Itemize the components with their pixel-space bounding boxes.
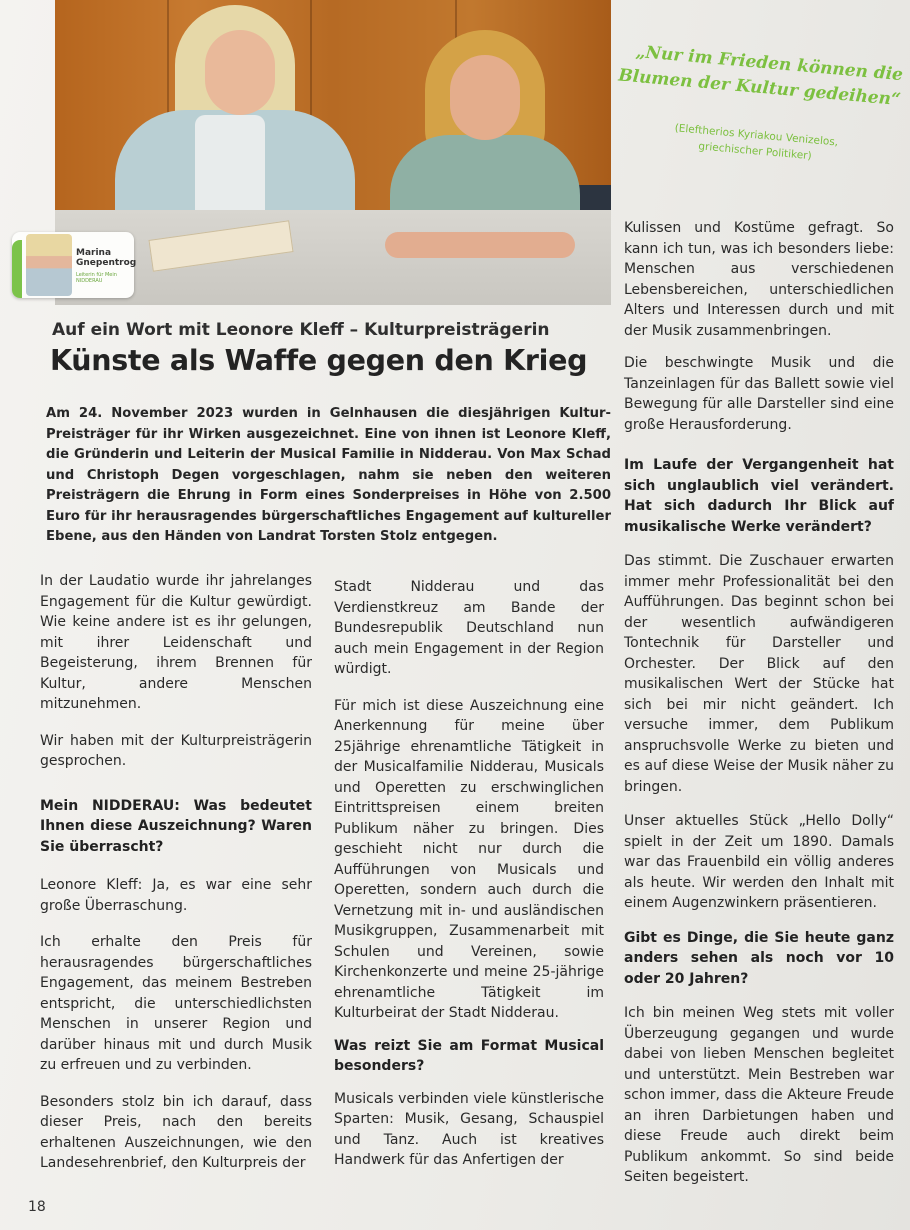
paragraph: In der Laudatio wurde ihr jahrelanges Engagement für die Kultur gewürdigt. Wie keine andere ist es ihr gelungen, mit ihrer Leidenschaft und Begeisterung, ihrem Brennen für Kultur, andere Menschen mitzunehmen. [40,573,312,712]
paragraph: Stadt Nidderau und das Verdienstkreuz am Bande der Bundesrepublik Deutschland nun auch mein Engagement in der Region würdigt. [334,579,604,677]
interview-question: Mein NIDDERAU: Was bedeutet Ihnen diese Auszeichnung? Waren Sie überrascht? [40,797,312,855]
paragraph: Ich erhalte den Preis für herausragendes bürgerschaftliches Engagement, das meinem Bestreben entspricht, die unterschiedlichsten Menschen in unserer Region und darüber hinaus mit und durch Musik zu erfreuen und zu verbinden. [40,934,312,1073]
paragraph: Leonore Kleff: Ja, es war eine sehr große Überraschung. [40,877,312,914]
text-column-1 [40,571,312,1190]
author-accent-bar [12,240,22,298]
interview-question: Im Laufe der Vergangenheit hat sich unglaublich viel verändert. Hat sich dadurch Ihr Blick auf musikalische Werke verändert? [624,457,894,535]
article-headline: Künste als Waffe gegen den Krieg [50,344,588,377]
pull-quote: „Nur im Frieden können die Blumen der Kultur gedeihen“ [617,41,904,111]
pull-quote-source: (Eleftherios Kyriakou Venizelos, griechischer Politiker) [674,122,839,163]
paragraph: Die beschwingte Musik und die Tanzeinlagen für das Ballett sowie viel Bewegung für alle Darsteller sind eine große Herausforderung. [624,355,894,433]
paragraph: Unser aktuelles Stück „Hello Dolly“ spielt in der Zeit um 1890. Damals war das Frauenbild ein völlig anderes als heute. Wir werden den Inhalt mit einem Augenzwinkern präsentieren. [624,813,894,911]
paragraph: Wir haben mit der Kulturpreisträgerin gesprochen. [40,732,312,769]
text-column-3 [624,218,894,1204]
text-column-2 [334,577,604,1187]
article-photo [55,0,611,305]
article-kicker: Auf ein Wort mit Leonore Kleff – Kulturpreisträgerin [52,320,550,340]
person-left-shirt [195,115,265,225]
paragraph: Ich bin meinen Weg stets mit voller Überzeugung gegangen und wurde dabei von lieben Menschen begleitet und unterstützt. Mein Bestreben war schon immer, dass die Akteure Freude an ihren Darbietungen haben und diese Freude auch direkt beim Publikum ankommt. So sind beide Seiten begeistert. [624,1005,894,1185]
author-name: Marina Gnepentrog [76,248,137,268]
interview-question: Was reizt Sie am Format Musical besonders? [334,1037,604,1074]
paragraph: Das stimmt. Die Zuschauer erwarten immer mehr Professionalität bei den Aufführungen. Das beginnt schon bei der wesentlich aufwändigeren Tontechnik für Darsteller und Orchester. Der Blick auf den musikalischen Wert der Stücke hat sich bei mir nicht geändert. Ich versuche immer, dem Publikum anspruchsvolle Werke zu bieten und es auf diese Weise der Musik näher zu bringen. [624,553,894,795]
person-right-face [450,55,520,140]
person-left-face [205,30,275,115]
person-right-arms [385,232,575,258]
author-avatar [26,234,72,296]
paragraph: Für mich ist diese Auszeichnung eine Anerkennung für meine über 25jährige ehrenamtliche Tätigkeit in der Musicalfamilie Nidderau, Musicals und Operetten zu erschwinglichen Eintrittspreisen einem breiten Publikum näher zu bringen. Dies geschieht nicht nur durch die Aufführungen von Musicals und Operetten, sondern auch durch die Vernetzung mit in- und ausländischen Musikgruppen, Zusammenarbeit mit Schulen und Vereinen, sowie Kirchenkonzerte und meine 25-jährige ehrenamtliche Tätigkeit im Kulturbeirat der Stadt Nidderau. [334,697,604,1021]
interview-question: Gibt es Dinge, die Sie heute ganz anders sehen als noch vor 10 oder 20 Jahren? [624,929,894,987]
author-badge [12,232,137,298]
paragraph: Musicals verbinden viele künstlerische Sparten: Musik, Gesang, Schauspiel und Tanz. Auch ist kreatives Handwerk für das Anfertigen der [334,1090,604,1168]
article-lead: Am 24. November 2023 wurden in Gelnhausen die diesjährigen Kultur-Preisträger für ihr Wirken ausgezeichnet. Eine von ihnen ist Leonore Kleff, die Gründerin und Leiterin der Musical Familie in Nidderau. Von Max Schad und Christoph Degen vorgeschlagen, nahm sie neben den weiteren Preisträgern die Ehrung in Form eines Sonderpreises in Höhe von 2.500 Euro für ihr herausragendes bürgerschaftliches Engagement auf kultureller Ebene, aus den Händen von Landrat Torsten Stolz entgegen. [46,406,611,544]
author-role: Leiterin für Mein NIDDERAU [76,272,117,284]
paragraph: Kulissen und Kostüme gefragt. So kann ich tun, was ich besonders liebe: Menschen aus verschiedenen Lebensbereichen, unterschiedlichen Alters und Interessen durch und mit der Musik zusammenbringen. [624,220,894,339]
paragraph: Besonders stolz bin ich darauf, dass dieser Preis, nach den bereits erhaltenen Auszeichnungen, wie den Landesehrenbrief, den Kulturpreis der [40,1093,312,1171]
page-number: 18 [28,1199,46,1215]
